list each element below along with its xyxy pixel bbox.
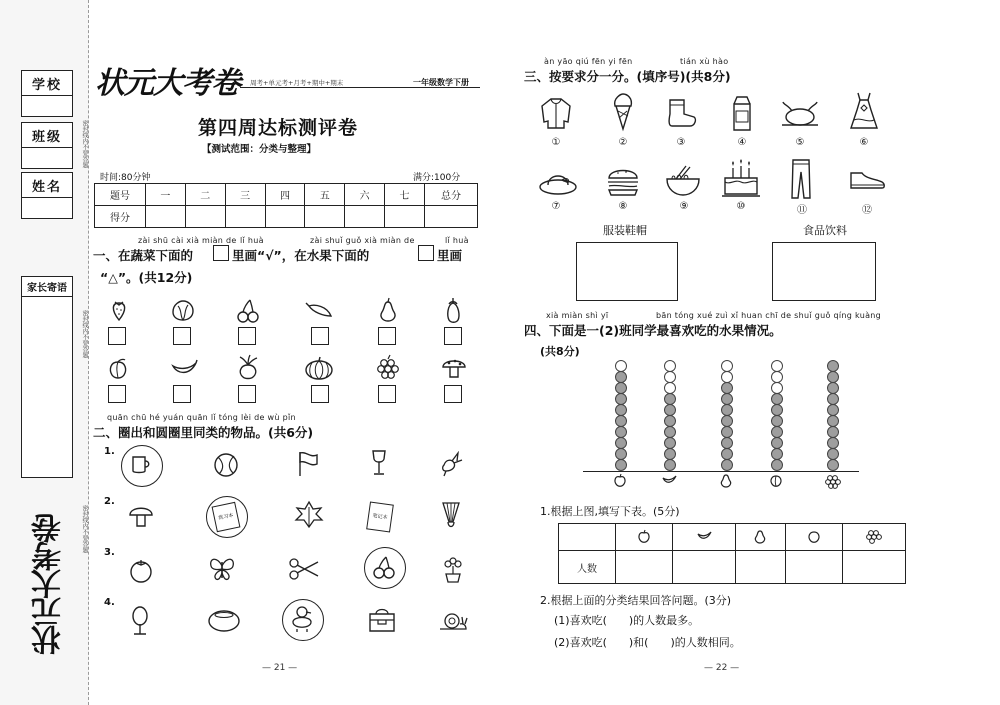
bead (827, 393, 839, 405)
answer-box[interactable] (378, 385, 396, 403)
bead (615, 360, 627, 372)
answer-box[interactable] (173, 385, 191, 403)
bead (827, 371, 839, 383)
banana-icon (672, 524, 735, 551)
score-row-label: 得分 (95, 206, 146, 228)
score-header-cell: 三 (225, 184, 265, 206)
q4-answer-1: (1)喜欢吃( )的人数最多。 (554, 614, 700, 627)
bead (771, 371, 783, 383)
q1-inline-box (213, 245, 229, 261)
brand-subtitle: 周考+单元考+月考+期中+期末 (250, 79, 344, 87)
bead (664, 371, 676, 383)
bead (664, 426, 676, 438)
bead (615, 426, 627, 438)
q3-pinyin-2: tián xù hào (680, 57, 729, 66)
answer-box[interactable] (238, 385, 256, 403)
sun-hat-icon (538, 167, 578, 197)
q2-item-number: 2. (104, 496, 115, 507)
score-header-cell: 五 (305, 184, 345, 206)
q2-text: 二、圈出和圆圈里同类的物品。(共6分) (93, 425, 314, 440)
tree-icon (130, 605, 150, 637)
score-header-cell: 总分 (425, 184, 478, 206)
dress-icon (848, 90, 880, 132)
grapes-icon (825, 472, 841, 490)
mushroom-icon (441, 354, 467, 380)
bead (827, 404, 839, 416)
bead (615, 437, 627, 449)
item-number: ⑥ (859, 137, 869, 148)
bead (771, 437, 783, 449)
bead (771, 393, 783, 405)
category-label-clothing: 服装鞋帽 (603, 224, 647, 237)
bead (827, 382, 839, 394)
bead (827, 459, 839, 471)
bead (721, 404, 733, 416)
bead (827, 360, 839, 372)
item-number: ⑫ (862, 205, 872, 216)
banana-icon (661, 474, 677, 486)
birthday-cake-icon (720, 158, 762, 198)
name-label: 姓名 (21, 172, 73, 198)
q1-text-2: “△”。(共12分) (100, 270, 193, 285)
count-cell[interactable] (842, 551, 905, 584)
full-score: 满分:100分 (413, 173, 461, 183)
bead (615, 382, 627, 394)
count-row-label: 人数 (559, 551, 616, 584)
q4-subquestion-1: 1.根据上图,填写下表。(5分) (540, 505, 680, 518)
score-cell[interactable] (185, 206, 225, 228)
score-header-cell: 题号 (95, 184, 146, 206)
table-header-blank (559, 524, 616, 551)
count-cell[interactable] (735, 551, 785, 584)
bead (721, 426, 733, 438)
q1-pinyin-3: zài shuǐ guǒ xià miàn de (310, 236, 415, 245)
bead (615, 459, 627, 471)
cabbage-icon (170, 298, 196, 322)
ice-cream-icon (611, 92, 635, 132)
q1-pinyin-1: zài shū cài xià miàn de (138, 236, 237, 245)
name-field[interactable] (21, 198, 73, 219)
bead (721, 371, 733, 383)
mushroom-icon (128, 502, 154, 530)
grade-label: 一年级数学下册 (413, 78, 469, 87)
pot-icon (207, 608, 241, 634)
page-number-right: — 22 — (704, 663, 740, 673)
item-number: ⑤ (795, 137, 805, 148)
seal-text-3: 密封线内不要答题 (81, 505, 88, 553)
school-field[interactable] (21, 96, 73, 117)
bead (721, 360, 733, 372)
q1-inline-box (418, 245, 434, 261)
cherry-icon (236, 298, 260, 324)
q1-text-b: 里画“√”，在水果下面的 (232, 248, 370, 263)
roast-chicken-icon (780, 99, 820, 129)
answer-box[interactable] (378, 327, 396, 345)
bead (664, 360, 676, 372)
bird-icon (438, 451, 464, 477)
milk-carton-icon (729, 94, 755, 132)
exercise-book-icon (212, 502, 241, 532)
food-answer-box[interactable] (772, 242, 876, 301)
bead (615, 371, 627, 383)
leather-shoe-icon (848, 168, 886, 192)
wine-glass-icon (369, 448, 389, 478)
butterfly-icon (207, 554, 237, 584)
strawberry-icon (107, 298, 131, 322)
notebook-icon (366, 501, 394, 532)
answer-box[interactable] (444, 327, 462, 345)
scissors-icon (288, 556, 320, 582)
answer-box[interactable] (444, 385, 462, 403)
flower-pot-icon (440, 554, 466, 584)
count-cell[interactable] (785, 551, 842, 584)
apple-icon (613, 473, 627, 487)
item-number: ⑨ (679, 201, 689, 212)
clothing-answer-box[interactable] (576, 242, 678, 301)
hamburger-icon (606, 166, 640, 198)
item-number: ④ (737, 137, 747, 148)
count-cell[interactable] (616, 551, 673, 584)
pepper-icon (305, 300, 335, 320)
bead (664, 448, 676, 460)
answer-box[interactable] (238, 327, 256, 345)
flag-icon (296, 450, 320, 478)
answer-box[interactable] (108, 385, 126, 403)
tomato-icon (128, 557, 154, 583)
score-header-cell: 二 (185, 184, 225, 206)
item-number: ① (551, 137, 561, 148)
bead (721, 459, 733, 471)
count-cell[interactable] (672, 551, 735, 584)
cup-icon (130, 454, 154, 476)
score-cell[interactable] (385, 206, 425, 228)
bead (771, 415, 783, 427)
sock-icon (664, 97, 698, 129)
item-number: ⑩ (736, 201, 746, 212)
exercise-book-label: 练习本 (218, 512, 234, 522)
bead (664, 393, 676, 405)
trousers-icon (791, 158, 811, 200)
q4-points: (共8分) (540, 345, 580, 358)
q1-pinyin-2: lǐ huà (240, 236, 264, 245)
parent-note-box[interactable] (21, 276, 73, 478)
parent-note-label: 家长寄语 (22, 277, 72, 297)
time-limit: 时间:80分钟 (100, 173, 151, 183)
q4-pinyin-2: bān tóng xué zuì xǐ huan chī de shuǐ guǒ qíng kuàng (656, 311, 882, 320)
item-number: ③ (676, 137, 686, 148)
peach-icon (106, 356, 130, 380)
page-title: 第四周达标测评卷 (198, 117, 359, 139)
score-header-cell: 一 (146, 184, 186, 206)
bead (664, 459, 676, 471)
pear-icon (377, 297, 399, 323)
q3-text: 三、按要求分一分。(填序号)(共8分) (524, 69, 731, 84)
item-number: ⑧ (618, 201, 628, 212)
q1-pinyin-4: lǐ huà (445, 236, 469, 245)
score-header-cell: 六 (345, 184, 385, 206)
cherry-icon (372, 556, 396, 580)
bead (664, 404, 676, 416)
q2-pinyin: quān chū hé yuán quān lǐ tóng lèi de wù pǐn (107, 413, 296, 422)
score-header-cell: 四 (265, 184, 305, 206)
bead (615, 404, 627, 416)
grapes-icon (842, 524, 905, 551)
q4-text: 四、下面是一(2)班同学最喜欢吃的水果情况。 (524, 323, 782, 338)
turnip-icon (235, 354, 261, 382)
bead (771, 426, 783, 438)
answer-box[interactable] (173, 327, 191, 345)
bead (664, 382, 676, 394)
item-number: ⑪ (797, 205, 807, 216)
bead (771, 382, 783, 394)
bead (827, 448, 839, 460)
score-header-cell: 七 (385, 184, 425, 206)
bead (615, 448, 627, 460)
brand-logo: 状元大考卷 (95, 66, 240, 101)
test-scope: 【测试范围：分类与整理】 (202, 144, 317, 155)
answer-box[interactable] (311, 385, 329, 403)
q2-item-number: 3. (104, 547, 115, 558)
bead (721, 448, 733, 460)
q3-pinyin-1: àn yāo qiú fēn yi fēn (544, 57, 633, 66)
peach-icon (769, 473, 783, 487)
q4-answer-2: (2)喜欢吃( )和( )的人数相同。 (554, 636, 741, 649)
sidebar-logo: 状元大考卷 (32, 515, 67, 655)
pumpkin-icon (304, 355, 334, 381)
q1-text-a: 一、在蔬菜下面的 (93, 248, 194, 263)
notebook-label: 笔记本 (372, 512, 388, 522)
category-label-food: 食品饮料 (803, 224, 847, 237)
bead (771, 360, 783, 372)
answer-box[interactable] (108, 327, 126, 345)
score-cell[interactable] (225, 206, 265, 228)
peach-icon (785, 524, 842, 551)
seal-text-2: 密封线内不要答题 (81, 310, 88, 358)
class-label: 班级 (21, 122, 73, 148)
apple-icon (616, 524, 673, 551)
q1-text-c: 里画 (437, 248, 463, 263)
bead (721, 393, 733, 405)
bead (771, 404, 783, 416)
item-number: ② (618, 137, 628, 148)
duck-toy-icon (289, 604, 315, 634)
q2-item-number: 4. (104, 597, 115, 608)
bead (827, 426, 839, 438)
school-label: 学校 (21, 70, 73, 96)
ball-icon (213, 452, 239, 478)
shuttlecock-icon (440, 500, 462, 530)
fruit-bead-chart (580, 360, 860, 495)
bead (664, 437, 676, 449)
bead (771, 448, 783, 460)
bead (615, 415, 627, 427)
bead (827, 437, 839, 449)
bead (664, 415, 676, 427)
answer-box[interactable] (311, 327, 329, 345)
leaf-icon (294, 500, 324, 530)
pear-icon (720, 472, 732, 488)
sweater-icon (539, 96, 573, 130)
pear-icon (735, 524, 785, 551)
grapes-icon (377, 354, 399, 382)
score-table (94, 183, 478, 228)
score-cell[interactable] (146, 206, 186, 228)
bead (771, 459, 783, 471)
class-field[interactable] (21, 148, 73, 169)
q4-pinyin-1: xià miàn shì yī (546, 311, 609, 320)
banana-icon (170, 358, 198, 378)
fruit-count-table (558, 523, 906, 584)
bead (721, 437, 733, 449)
school-bag-icon (366, 606, 398, 634)
q2-item-number: 1. (104, 446, 115, 457)
score-cell[interactable] (265, 206, 305, 228)
bead (827, 415, 839, 427)
eggplant-icon (443, 296, 463, 324)
seal-text-1: 密封线内不要答题 (81, 120, 88, 168)
bead (615, 393, 627, 405)
score-cell[interactable] (305, 206, 345, 228)
bead (721, 415, 733, 427)
q4-subquestion-2: 2.根据上面的分类结果回答问题。(3分) (540, 594, 732, 607)
score-cell[interactable] (345, 206, 385, 228)
page-number-left: — 21 — (262, 663, 298, 673)
item-number: ⑦ (551, 201, 561, 212)
score-cell[interactable] (425, 206, 478, 228)
noodle-bowl-icon (664, 164, 702, 198)
snail-icon (438, 610, 468, 632)
bead (721, 382, 733, 394)
